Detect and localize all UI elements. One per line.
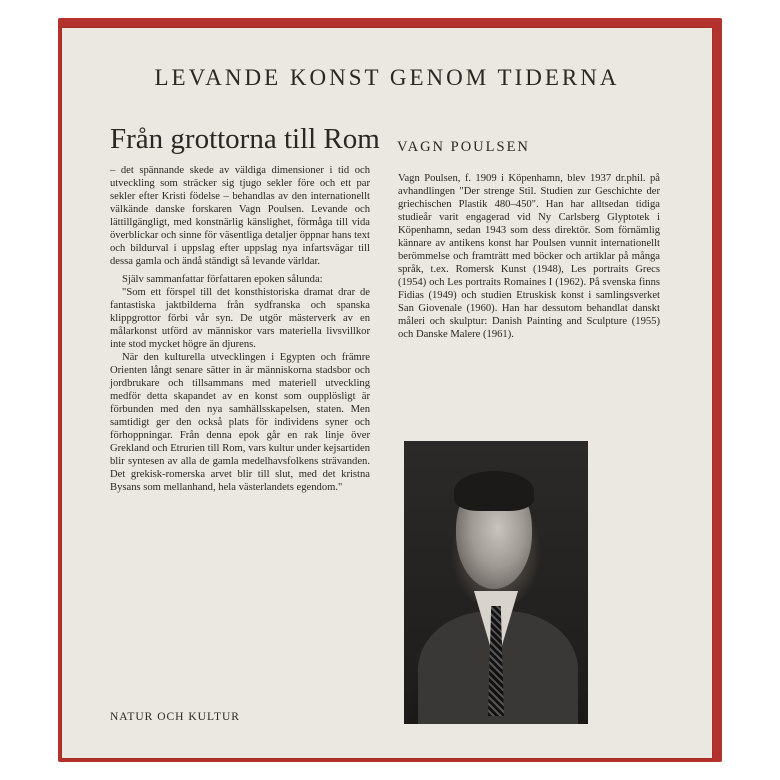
description-paragraph: Själv sammanfattar författaren epoken sålunda: [122,274,323,285]
author-bio-column [398,172,660,346]
description-column [110,164,370,499]
dust-jacket-back [62,28,712,758]
description-paragraph: – det spännande skede av väldiga dimensioner i tid och utveckling som sträcker sig tjugo sekler före och ett par sekler efter Kristi födelse – behandlas av den internationellt välkände danske forskaren Vagn Poulsen. Levande och lättillgängligt, med konstnärlig känslighet, förmåga till vida överblickar och sinne för väsentliga detaljer öppnar hans text och bildurval i uppslag efter uppslag nya infartsvägar till dessa gamla och ändå ständigt så levande världar. [110,165,370,267]
author-bio: Vagn Poulsen, f. 1909 i Köpenhamn, blev 1937 dr.phil. på avhandlingen "Der strenge Stil. Studien zur Geschichte der griechischen Plastik 480–450". Han har alltsedan tidiga studieår varit engagerad vid Ny Carlsberg Glyptotek i Köpenhamn, sedan 1943 som dess direktör. Som förnämlig kännare av antikens konst har Poulsen vunnit internationellt berömmelse och framträtt med böcker och artiklar på många språk, t.ex. Romersk Kunst (1948), Les portraits Grecs (1954) och Les portraits Romaines I (1962). På svenska finns Fidias (1949) och studien Etruskisk konst i samlingsverket San Giovenale (1960). Han har dessutom behandlat danskt måleri och skulptur: Danish Painting and Sculpture (1955) och Danske Malere (1961). [398,173,660,340]
author-portrait-photo [404,441,588,724]
series-title: LEVANDE KONST GENOM TIDERNA [154,65,620,90]
publisher-name: NATUR OCH KULTUR [110,711,240,723]
portrait-hair [454,471,534,511]
book-title: Från grottorna till Rom [110,123,380,155]
quote-paragraph: "Som ett förspel till det konsthistoriska dramat drar de fantastiska jaktbilderna från sydfranska och spanska klippgrottor förbi vår syn. De utgör mästerverk av en målarkonst utförd av människor vars materiella livsvillkor inte stod mycket högre än djurens. [110,287,370,350]
quote-paragraph: När den kulturella utvecklingen i Egypten och främre Orienten långt senare sätter in är människorna stadsbor och jordbrukare och tillsammans med materiell utveckling medför detta skapandet av en konst som oupplösligt är förbunden med den nya samhällsskapelsen, staten. Men samtidigt ger den också plats för individens syner och förhoppningar. Från denna epok går en rak linje över Grekland och Etrurien till Rom, vars kultur under kejsartiden blir syntesen av alla de gamla medelhavsfolkens strävanden. Det grekisk-romerska arvet blir till slut, med det kristna Bysans som mellanhand, hela västerlandets egendom." [110,352,370,493]
author-heading: VAGN POULSEN [397,139,530,155]
